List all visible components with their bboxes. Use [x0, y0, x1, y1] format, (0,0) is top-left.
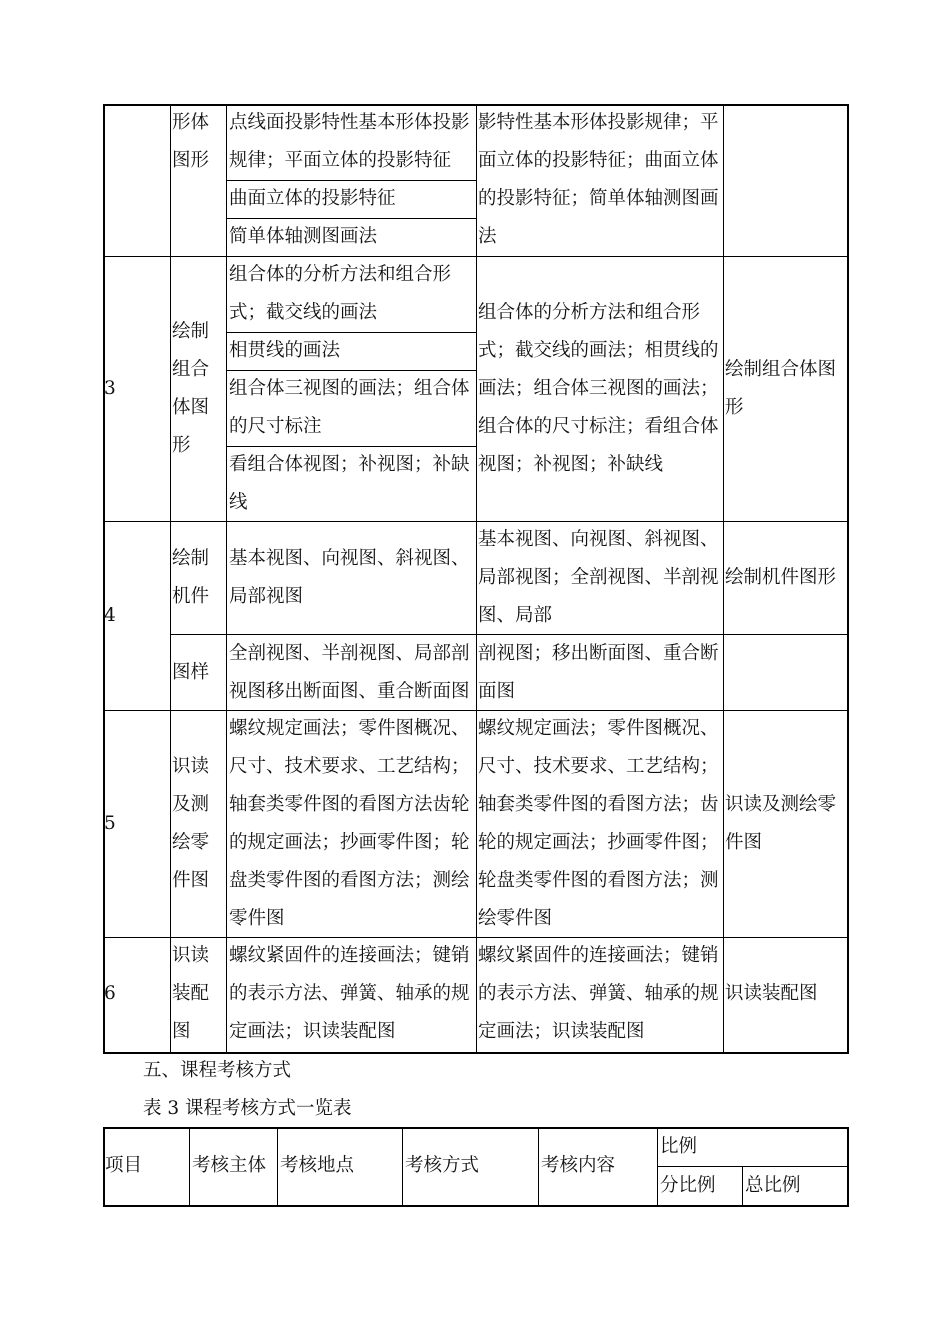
project-cell-line: 图 — [172, 1021, 191, 1042]
project-cell-line: 机件 — [172, 586, 210, 607]
target-cell-line: 件图 — [725, 832, 763, 853]
content-cell-line: 式；截交线的画法；相贯线的 — [478, 340, 719, 361]
item-cell-line: 定画法；识读装配图 — [229, 1021, 396, 1042]
project-cell-line: 体图 — [172, 397, 210, 418]
row-number: 5 — [104, 813, 116, 834]
item-cell-line: 相贯线的画法 — [229, 340, 341, 361]
item-cell-line: 的尺寸标注 — [229, 416, 322, 437]
project-cell-line: 绘制 — [172, 321, 210, 342]
item-cell-line: 的表示方法、弹簧、轴承的规 — [229, 983, 470, 1004]
header-cell: 考核方式 — [405, 1155, 480, 1176]
item-cell-line: 线 — [229, 492, 248, 513]
item-cell-line: 螺纹紧固件的连接画法；键销 — [229, 945, 470, 966]
content-cell-line: 基本视图、向视图、斜视图、 — [478, 529, 719, 550]
item-cell-line: 的规定画法；抄画零件图；轮 — [229, 832, 470, 853]
content-cell-line: 螺纹紧固件的连接画法；键销 — [478, 945, 719, 966]
content-cell-line: 视图；补视图；补缺线 — [478, 454, 664, 475]
header-cell: 考核地点 — [280, 1155, 355, 1176]
project-cell-line: 图形 — [172, 150, 210, 171]
item-cell-line: 组合体的分析方法和组合形 — [229, 264, 452, 285]
content-cell-line: 轴套类零件图的看图方法；齿 — [478, 794, 719, 815]
item-cell-line: 点线面投影特性基本形体投影 — [229, 112, 470, 133]
item-cell-line: 全剖视图、半剖视图、局部剖 — [229, 643, 470, 664]
row-number: 4 — [104, 605, 116, 626]
table-caption: 表 3 课程考核方式一览表 — [143, 1098, 352, 1119]
item-cell-line: 基本视图、向视图、斜视图、 — [229, 548, 470, 569]
project-cell-line: 识读 — [172, 756, 210, 777]
target-cell-line: 绘制组合体图 — [725, 359, 837, 380]
content-cell-line: 尺寸、技术要求、工艺结构； — [478, 756, 719, 777]
row-number: 6 — [104, 983, 116, 1004]
item-cell-line: 零件图 — [229, 908, 285, 929]
item-cell-line: 视图移出断面图、重合断面图 — [229, 681, 470, 702]
item-cell-line: 轴套类零件图的看图方法齿轮 — [229, 794, 470, 815]
project-cell-line: 装配 — [172, 983, 210, 1004]
item-cell-line: 式；截交线的画法 — [229, 302, 378, 323]
content-cell-line: 剖视图；移出断面图、重合断 — [478, 643, 719, 664]
content-cell-line: 影特性基本形体投影规律；平 — [478, 112, 719, 133]
project-cell-line: 识读 — [172, 945, 210, 966]
project-cell-line: 组合 — [172, 359, 210, 380]
content-cell-line: 螺纹规定画法；零件图概况、 — [478, 718, 719, 739]
header-cell: 考核主体 — [192, 1155, 267, 1176]
item-cell-line: 组合体三视图的画法；组合体 — [229, 378, 470, 399]
content-cell-line: 的表示方法、弹簧、轴承的规 — [478, 983, 719, 1004]
row-number: 3 — [104, 378, 116, 399]
section-heading: 五、课程考核方式 — [143, 1060, 292, 1081]
item-cell-line: 螺纹规定画法；零件图概况、 — [229, 718, 470, 739]
project-cell-line: 绘零 — [172, 832, 210, 853]
item-cell-line: 曲面立体的投影特征 — [229, 188, 396, 209]
item-cell-line: 简单体轴测图画法 — [229, 226, 378, 247]
item-cell-line: 盘类零件图的看图方法；测绘 — [229, 870, 470, 891]
content-cell-line: 组合体的分析方法和组合形 — [478, 302, 701, 323]
content-cell-line: 绘零件图 — [478, 908, 553, 929]
content-cell-line: 面立体的投影特征；曲面立体 — [478, 150, 719, 171]
target-cell-line: 形 — [725, 397, 744, 418]
content-cell-line: 的投影特征；简单体轴测图画 — [478, 188, 719, 209]
header-cell: 考核内容 — [541, 1155, 616, 1176]
target-cell-line: 识读装配图 — [725, 983, 818, 1004]
item-cell-line: 看组合体视图；补视图；补缺 — [229, 454, 470, 475]
content-cell-line: 局部视图；全剖视图、半剖视 — [478, 567, 719, 588]
content-cell-line: 轮的规定画法；抄画零件图； — [478, 832, 719, 853]
project-cell-line: 及测 — [172, 794, 210, 815]
header-cell: 项目 — [105, 1155, 143, 1176]
header-cell-sub-ratio: 分比例 — [660, 1175, 716, 1196]
project-cell-line: 形 — [172, 435, 191, 456]
item-cell-line: 规律；平面立体的投影特征 — [229, 150, 452, 171]
item-cell-line: 尺寸、技术要求、工艺结构； — [229, 756, 470, 777]
content-cell-line: 轮盘类零件图的看图方法；测 — [478, 870, 719, 891]
header-cell-total-ratio: 总比例 — [745, 1175, 801, 1196]
project-cell-line: 图样 — [172, 662, 210, 683]
project-cell-line: 件图 — [172, 870, 210, 891]
content-cell-line: 面图 — [478, 681, 516, 702]
content-cell-line: 图、局部 — [478, 605, 553, 626]
content-cell-line: 法 — [478, 226, 497, 247]
project-cell-line: 形体 — [172, 112, 210, 133]
content-cell-line: 定画法；识读装配图 — [478, 1021, 645, 1042]
content-cell-line: 画法；组合体三视图的画法； — [478, 378, 719, 399]
header-cell-ratio: 比例 — [660, 1136, 698, 1157]
target-cell-line: 识读及测绘零 — [725, 794, 837, 815]
content-cell-line: 组合体的尺寸标注；看组合体 — [478, 416, 719, 437]
target-cell-line: 绘制机件图形 — [725, 567, 837, 588]
item-cell-line: 局部视图 — [229, 586, 304, 607]
project-cell-line: 绘制 — [172, 548, 210, 569]
